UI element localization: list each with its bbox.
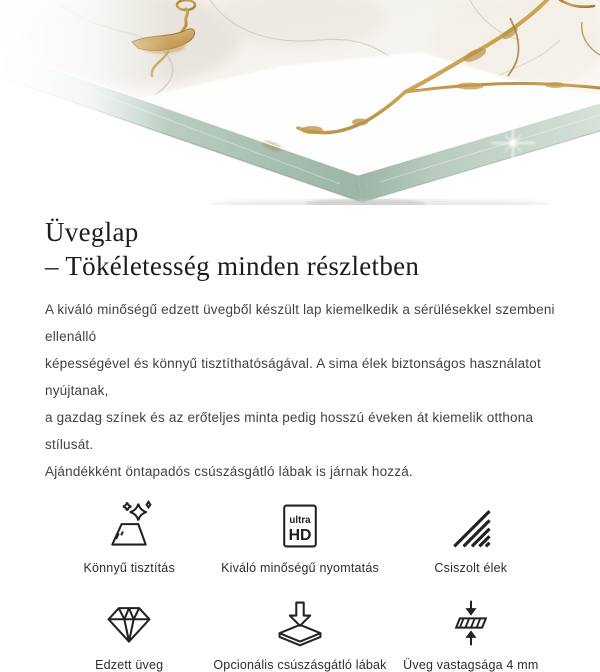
anti-slip-feet-icon: [274, 597, 326, 649]
feature-tempered-glass: [45, 597, 213, 672]
feature-polished-edges: [387, 500, 555, 575]
feature-label: Opcionális csúszásgátló lábak: [213, 658, 387, 672]
description-line: képességével és könnyű tisztíthatóságával. A sima élek biztonságos használatot nyújtanak,: [45, 356, 541, 398]
feature-antislip-feet: [213, 597, 386, 672]
feature-label: Edzett üveg: [95, 658, 164, 672]
features-grid: [45, 500, 555, 672]
product-image: [0, 0, 600, 205]
svg-text:HD: HD: [288, 526, 312, 544]
diamond-icon: [103, 597, 155, 649]
page-title-line2: – Tökéletesség minden részletben: [45, 251, 420, 281]
ultra-hd-icon: [274, 500, 326, 552]
polished-edges-icon: [445, 500, 497, 552]
description-line: a gazdag színek és az erőteljes minta pedig hosszú éveken át kiemelik otthona stílusát.: [45, 410, 534, 452]
description-line: A kiváló minőségű edzett üvegből készült lap kiemelkedik a sérülésekkel szembeni ellenálló: [45, 302, 555, 344]
feature-label: Üveg vastagsága 4 mm: [403, 658, 539, 672]
feature-label: Könnyű tisztítás: [83, 561, 175, 575]
feature-glass-thickness: [387, 597, 555, 672]
page-title-line1: Üveglap: [45, 217, 139, 247]
feature-easy-cleaning: [45, 500, 213, 575]
feature-label: Kiváló minőségű nyomtatás: [221, 561, 379, 575]
sparkle-clean-icon: [103, 500, 155, 552]
svg-text:ultra: ultra: [289, 515, 311, 527]
page-title: [45, 215, 555, 283]
product-description: [45, 296, 555, 485]
glass-board-illustration: [0, 0, 600, 205]
feature-label: Csiszolt élek: [434, 561, 508, 575]
feature-print-quality: [213, 500, 386, 575]
glass-thickness-icon: [445, 597, 497, 649]
description-line: Ajándékként öntapadós csúszásgátló lábak is járnak hozzá.: [45, 464, 413, 479]
